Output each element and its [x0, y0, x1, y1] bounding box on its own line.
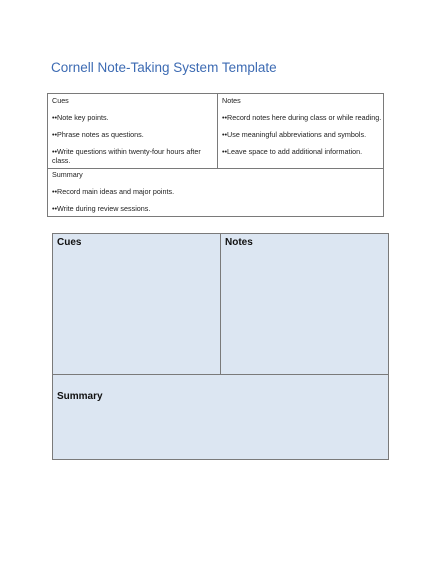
page-title: Cornell Note-Taking System Template	[51, 60, 277, 75]
instructions-summary-item: ••Record main ideas and major points.	[52, 187, 175, 196]
instructions-notes-heading: Notes	[222, 96, 241, 105]
instructions-table	[47, 93, 384, 217]
instructions-cues-heading: Cues	[52, 96, 69, 105]
instructions-notes-cell	[218, 94, 383, 168]
instructions-cues-item: ••Note key points.	[52, 113, 109, 122]
template-notes-label: Notes	[225, 237, 253, 248]
instructions-cues-cell	[48, 94, 218, 168]
instructions-summary-item: ••Write during review sessions.	[52, 204, 151, 213]
instructions-summary-heading: Summary	[52, 170, 83, 179]
template-summary-label: Summary	[57, 391, 103, 402]
instructions-notes-item: ••Record notes here during class or while reading.	[222, 113, 382, 122]
instructions-summary-cell	[48, 168, 383, 216]
instructions-top-row	[48, 94, 383, 169]
template-notes-area[interactable]	[221, 234, 388, 375]
instructions-notes-item: ••Leave space to add additional information.	[222, 147, 363, 156]
template-cues-label: Cues	[57, 237, 82, 248]
instructions-notes-item: ••Use meaningful abbreviations and symbols.	[222, 130, 367, 139]
instructions-cues-item: ••Write questions within twenty-four hours after class.	[52, 147, 201, 165]
instructions-cues-item: ••Phrase notes as questions.	[52, 130, 144, 139]
template-summary-area[interactable]	[53, 375, 388, 459]
note-template	[52, 233, 389, 460]
template-cues-area[interactable]	[53, 234, 221, 375]
